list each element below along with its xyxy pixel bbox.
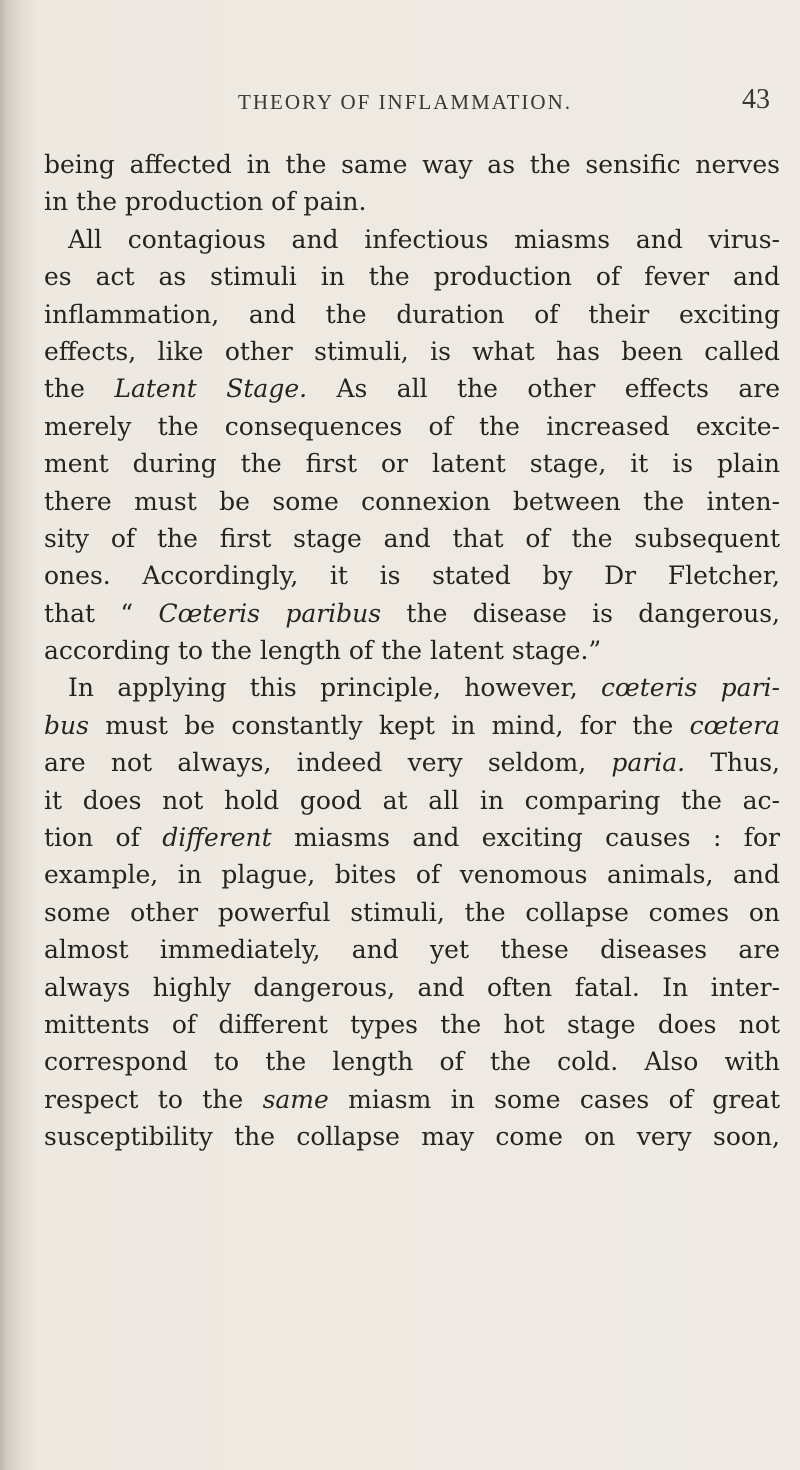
text-run: are not always, indeed very seldom, (44, 748, 612, 778)
text-line (44, 1043, 780, 1080)
text-line (44, 669, 780, 706)
text-run: always highly dangerous, and often fatal. In inter- (44, 972, 780, 1002)
text-run: es act as stimuli in the production of fever and (44, 262, 780, 292)
text-run: example, in plague, bites of venomous animals, and (44, 860, 780, 890)
text-line (44, 595, 780, 632)
text-run: must be constantly kept in mind, for the (88, 710, 690, 740)
text-run: there must be some connexion between the inten- (44, 486, 780, 516)
text-run: merely the consequences of the increased excite- (44, 411, 780, 441)
text-line (44, 483, 780, 520)
text-line (44, 221, 780, 258)
text-run: correspond to the length of the cold. Also with (44, 1047, 780, 1077)
text-run: effects, like other stimuli, is what has been called (44, 336, 780, 366)
text-line (44, 707, 780, 744)
text-line (44, 1006, 780, 1043)
italic-text: cœteris pari- (601, 673, 780, 703)
text-run: it does not hold good at all in comparing the ac- (44, 785, 780, 815)
text-run: some other powerful stimuli, the collapse comes on (44, 897, 780, 927)
text-run: sity of the first stage and that of the subsequent (44, 523, 780, 553)
text-line (44, 445, 780, 482)
italic-text: different (162, 823, 272, 853)
text-run: susceptibility the collapse may come on very soon, (44, 1122, 780, 1152)
italic-text: same (262, 1084, 329, 1114)
text-line (44, 632, 780, 669)
text-line (44, 557, 780, 594)
text-line (44, 183, 780, 220)
text-run: ment during the first or latent stage, it is plain (44, 449, 780, 479)
text-line (44, 744, 780, 781)
text-run: miasms and exciting causes : for (271, 823, 780, 853)
text-run: almost immediately, and yet these diseases are (44, 935, 780, 965)
text-run: In applying this principle, however, (68, 673, 601, 703)
page-gutter-shadow (0, 0, 36, 1470)
italic-text: paria. (611, 748, 686, 778)
italic-text: bus (44, 710, 89, 740)
text-run: miasm in some cases of great (328, 1084, 780, 1114)
text-line (44, 1118, 780, 1155)
body-text (44, 146, 780, 1156)
text-line (44, 296, 780, 333)
italic-text: Cœteris paribus (158, 598, 382, 628)
text-run: inflammation, and the duration of their exciting (44, 299, 780, 329)
text-run: All contagious and infectious miasms and virus- (68, 224, 780, 254)
text-line (44, 1081, 780, 1118)
italic-text: Latent Stage. (114, 374, 308, 404)
text-run: the disease is dangerous, (381, 598, 780, 628)
running-head (40, 84, 770, 124)
text-run: in the production of pain. (44, 187, 367, 217)
text-line (44, 894, 780, 931)
text-line (44, 333, 780, 370)
text-run: ones. Accordingly, it is stated by Dr Fletcher, (44, 561, 780, 591)
italic-text: cœtera (689, 710, 780, 740)
text-run: Thus, (685, 748, 780, 778)
text-line (44, 782, 780, 819)
text-line (44, 819, 780, 856)
text-line (44, 931, 780, 968)
text-line (44, 408, 780, 445)
text-line (44, 146, 780, 183)
text-line (44, 520, 780, 557)
text-line (44, 969, 780, 1006)
text-run: that “ (44, 598, 159, 628)
text-run: respect to the (44, 1084, 263, 1114)
page-number: 43 (742, 84, 770, 115)
text-run: As all the other effects are (307, 374, 780, 404)
text-run: mittents of different types the hot stage does not (44, 1009, 780, 1039)
running-title: THEORY OF INFLAMMATION. (238, 90, 572, 114)
text-line (44, 258, 780, 295)
text-run: tion of (44, 823, 163, 853)
text-line (44, 370, 780, 407)
text-run: being affected in the same way as the sensific nerves (44, 150, 780, 179)
text-line (44, 856, 780, 893)
text-run: according to the length of the latent stage.” (44, 636, 602, 666)
text-run: the (44, 374, 115, 404)
